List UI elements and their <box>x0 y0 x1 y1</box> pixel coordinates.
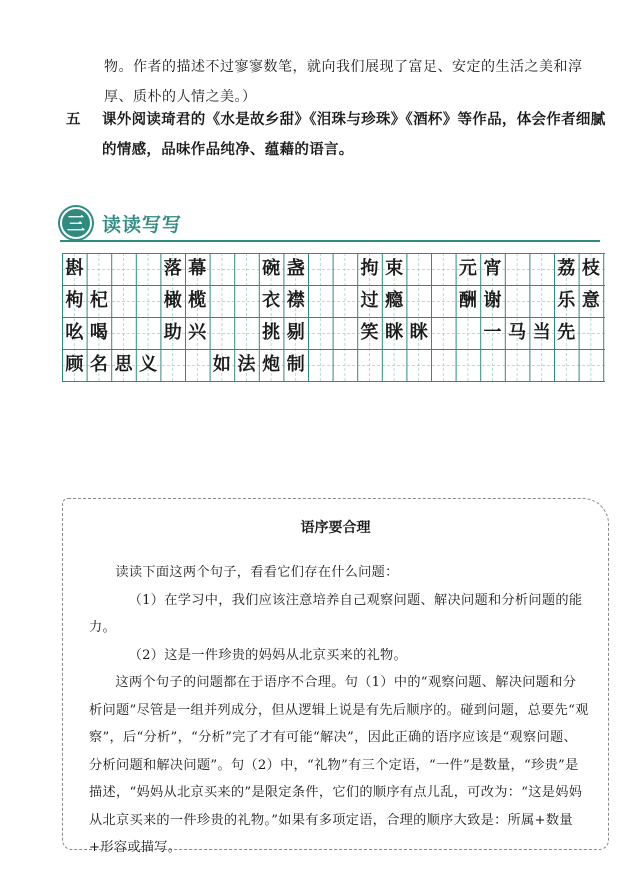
vocab-char: 法 <box>237 354 256 375</box>
vocab-char: 吆 <box>65 322 84 343</box>
vocab-char: 瘾 <box>385 290 404 311</box>
vocab-char: 一 <box>483 322 502 343</box>
exercise-item-5 <box>66 105 611 165</box>
vocab-char: 如 <box>212 354 231 375</box>
vocab-char: 枝 <box>581 258 600 279</box>
tip-box-title: 语序要合理 <box>300 520 371 536</box>
vocab-char: 束 <box>385 258 404 279</box>
exercise-text: 课外阅读琦君的《水是故乡甜》《泪珠与珍珠》《酒杯》等作品，体会作者细腻的情感，品味作品纯净、蕴藉的语言。 <box>102 111 606 158</box>
section-underline <box>60 240 600 242</box>
vocab-char: 挑 <box>262 322 281 343</box>
vocab-char: 杞 <box>89 290 108 311</box>
vocab-char: 制 <box>286 354 305 375</box>
vocab-char: 笑 <box>360 322 379 343</box>
vocab-char: 意 <box>581 290 600 311</box>
section-header <box>60 205 182 241</box>
example-sentence-1: （1）在学习中，我们应该注意培养自己观察问题、解决问题和分析问题的能力。 <box>89 592 583 635</box>
vocab-char: 剔 <box>286 322 305 343</box>
vocab-char: 橄 <box>163 290 182 311</box>
vocab-char: 拘 <box>360 258 379 279</box>
exercise-number: 五 <box>66 111 81 128</box>
vocab-char: 酬 <box>458 290 477 311</box>
vocab-char: 眯 <box>385 322 404 343</box>
vocab-char: 荔 <box>557 258 576 279</box>
vocab-char: 义 <box>139 354 158 375</box>
vocab-char: 炮 <box>262 354 281 375</box>
vocab-char: 马 <box>508 322 527 343</box>
vocab-char: 先 <box>557 322 576 343</box>
vocab-char: 元 <box>458 258 477 279</box>
tip-box-body <box>89 559 589 862</box>
vocab-char: 谢 <box>483 290 502 311</box>
vocab-char: 襟 <box>286 290 305 311</box>
vocab-char: 助 <box>163 322 182 343</box>
vocab-char: 宵 <box>483 258 502 279</box>
vocab-char: 落 <box>163 258 182 279</box>
vocab-char: 名 <box>89 354 108 375</box>
tip-box <box>62 498 609 855</box>
vocab-char: 盏 <box>286 258 305 279</box>
tip-explanation: 这两个句子的问题都在于语序不合理。句（1）中的“观察问题、解决问题和分析问题”尽管是一组并列成分，但从逻辑上说是有先后顺序的。碰到问题，总要先“观察”，后“分析”，“分析”完了才有可能“解决”，因此正确的语序应该是“观察问题、分析问题和解决问题”。句（2）中，“礼物”有三个定语，“一件”是数量，“珍贵”是描述，“妈妈从北京买来的”是限定条件，它们的顺序有点儿乱，可改为：“这是妈妈从北京买来的一件珍贵的礼物。”如果有多项定语，合理的顺序大致是：所属+数量+形容或描写。 <box>89 675 589 855</box>
vocab-char: 当 <box>532 322 551 343</box>
vocab-char: 榄 <box>188 290 207 311</box>
vocab-char: 碗 <box>262 258 281 279</box>
vocab-char: 乐 <box>557 290 576 311</box>
vocab-char: 幕 <box>188 258 207 279</box>
vocabulary-grid <box>62 253 605 382</box>
vocab-char: 兴 <box>188 322 207 343</box>
vocab-char: 顾 <box>65 354 84 375</box>
vocab-char: 衣 <box>262 290 281 311</box>
section-title: 读读写写 <box>102 213 183 236</box>
section-number-badge: 三 <box>60 207 92 239</box>
vocab-char: 喝 <box>89 322 108 343</box>
top-paragraph: 物。作者的描述不过寥寥数笔，就向我们展现了富足、安定的生活之美和淳厚、质朴的人情之美。） <box>104 59 583 105</box>
vocab-char: 眯 <box>409 322 428 343</box>
tip-intro: 读读下面这两个句子，看看它们存在什么问题： <box>115 565 399 580</box>
vocab-char: 枸 <box>65 290 84 311</box>
vocab-char: 斟 <box>65 258 84 279</box>
vocab-char: 过 <box>360 290 379 311</box>
example-sentence-2: （2）这是一件珍贵的妈妈从北京买来的礼物。 <box>128 647 408 663</box>
vocab-char: 思 <box>114 354 133 375</box>
